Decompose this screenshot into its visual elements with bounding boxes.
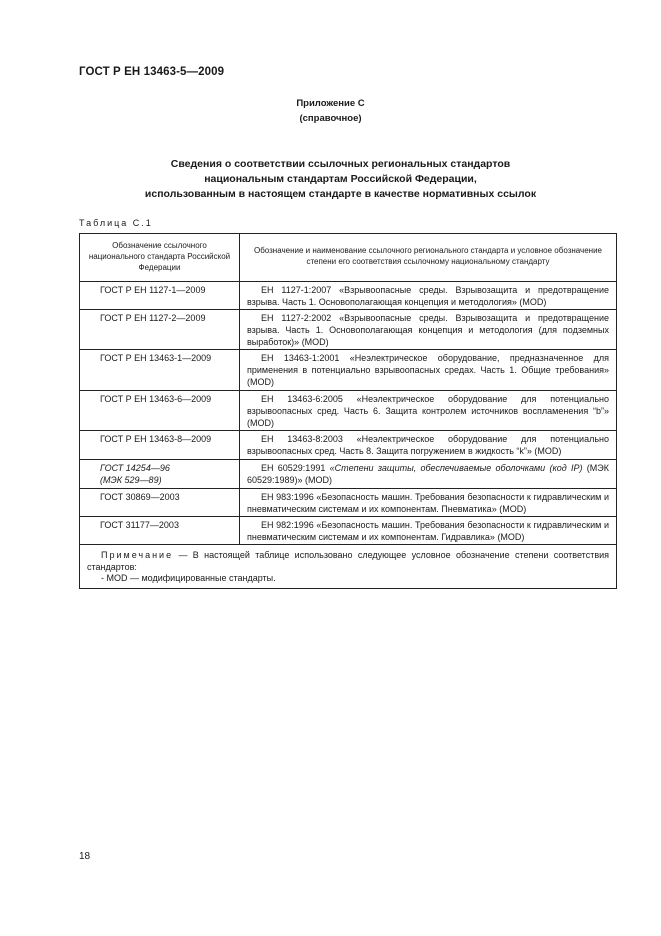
regional-standard-cell: ЕН 13463-6:2005 «Неэлектрическое оборудование для потенциально взрывоопасных сред. Часть 6. Защита контролем источников воспламенения “b”» (MOD) bbox=[247, 394, 609, 428]
table-row bbox=[80, 489, 616, 517]
national-standard-cell: ГОСТ Р ЕН 13463-1—2009 bbox=[80, 350, 240, 390]
table-row bbox=[80, 431, 616, 460]
note-body: — В настоящей таблице использовано следующее условное обозначение степени соответствия стандартов: bbox=[87, 550, 609, 572]
national-standard-cell: ГОСТ 31177—2003 bbox=[80, 517, 240, 544]
table-row bbox=[80, 460, 616, 489]
header-regional-standard: Обозначение и наименование ссылочного регионального стандарта и условное обозначение степени его соответствия ссылочному национальному стандарту bbox=[253, 246, 603, 266]
national-standard-cell: ГОСТ Р ЕН 1127-2—2009 bbox=[80, 310, 240, 349]
regional-standard-cell bbox=[240, 460, 616, 488]
regional-standard-code: ЕН 60529:1991 bbox=[261, 463, 326, 473]
section-title bbox=[60, 157, 621, 202]
table-header-row bbox=[80, 234, 616, 282]
table-row bbox=[80, 391, 616, 431]
national-standard-cell bbox=[80, 460, 240, 488]
national-standard-line-1: ГОСТ 14254—96 bbox=[100, 463, 170, 473]
table-note-row bbox=[80, 545, 616, 588]
regional-standard-cell: ЕН 982:1996 «Безопасность машин. Требования безопасности к гидравлическим и пневматическим системам и их компонентам. Гидравлика» (MOD) bbox=[247, 520, 609, 542]
regional-standard-cell: ЕН 1127-2:2002 «Взрывоопасные среды. Взрывозащита и предотвращение взрыва. Часть 1. Основополагающая концепция и методология (для подземных выработок)» (MOD) bbox=[247, 313, 609, 347]
annex-heading bbox=[0, 96, 661, 126]
regional-standard-cell: ЕН 983:1996 «Безопасность машин. Требования безопасности к гидравлическим и пневматическим системам и их компонентам. Пневматика» (MOD) bbox=[247, 492, 609, 514]
regional-standard-cell: ЕН 13463-1:2001 «Неэлектрическое оборудование, предназначенное для применения в потенциально взрывоопасных средах. Часть 1. Общие требования» (MOD) bbox=[247, 353, 609, 387]
section-title-line-1: Сведения о соответствии ссылочных региональных стандартов bbox=[170, 158, 511, 170]
standards-correspondence-table bbox=[79, 233, 617, 589]
national-standard-cell: ГОСТ Р ЕН 13463-8—2009 bbox=[80, 431, 240, 459]
national-standard-cell: ГОСТ Р ЕН 1127-1—2009 bbox=[80, 282, 240, 309]
table-row bbox=[80, 350, 616, 391]
table-note bbox=[80, 545, 616, 588]
section-title-line-2: национальным стандартам Российской Федерации, bbox=[204, 173, 477, 185]
annex-type: (справочное) bbox=[299, 113, 362, 124]
section-title-line-3: использованным в настоящем стандарте в качестве нормативных ссылок bbox=[144, 188, 537, 200]
document-designation: ГОСТ Р ЕН 13463-5—2009 bbox=[79, 66, 225, 78]
table-row bbox=[80, 310, 616, 350]
national-standard-cell: ГОСТ Р ЕН 13463-6—2009 bbox=[80, 391, 240, 430]
regional-standard-cell: ЕН 13463-8:2003 «Неэлектрическое оборудование для потенциально взрывоопасных сред. Часть 8. Защита погружением в жидкость “k”» (MOD) bbox=[247, 434, 609, 456]
note-item: - MOD — модифицированные стандарты. bbox=[101, 573, 276, 583]
national-standard-cell: ГОСТ 30869—2003 bbox=[80, 489, 240, 516]
note-text bbox=[87, 550, 609, 573]
table-row bbox=[80, 282, 616, 310]
regional-standard-title: «Степени защиты, обеспечиваемые оболочками (код IP) bbox=[329, 463, 583, 473]
page-number: 18 bbox=[79, 851, 91, 862]
table-caption: Таблица С.1 bbox=[79, 218, 153, 228]
table-row bbox=[80, 517, 616, 545]
header-national-standard: Обозначение ссылочного национального стандарта Российской Федерации bbox=[80, 234, 240, 281]
regional-standard-cell: ЕН 1127-1:2007 «Взрывоопасные среды. Взрывозащита и предотвращение взрыва. Часть 1. Основополагающая концепция и методология» (MOD) bbox=[247, 285, 609, 307]
regional-standard-tail: (МЭК 60529:1989)» (MOD) bbox=[247, 463, 609, 485]
annex-title: Приложение С bbox=[296, 98, 365, 109]
national-standard-line-2: (МЭК 529—89) bbox=[100, 475, 162, 485]
note-label: Примечание bbox=[101, 550, 174, 560]
